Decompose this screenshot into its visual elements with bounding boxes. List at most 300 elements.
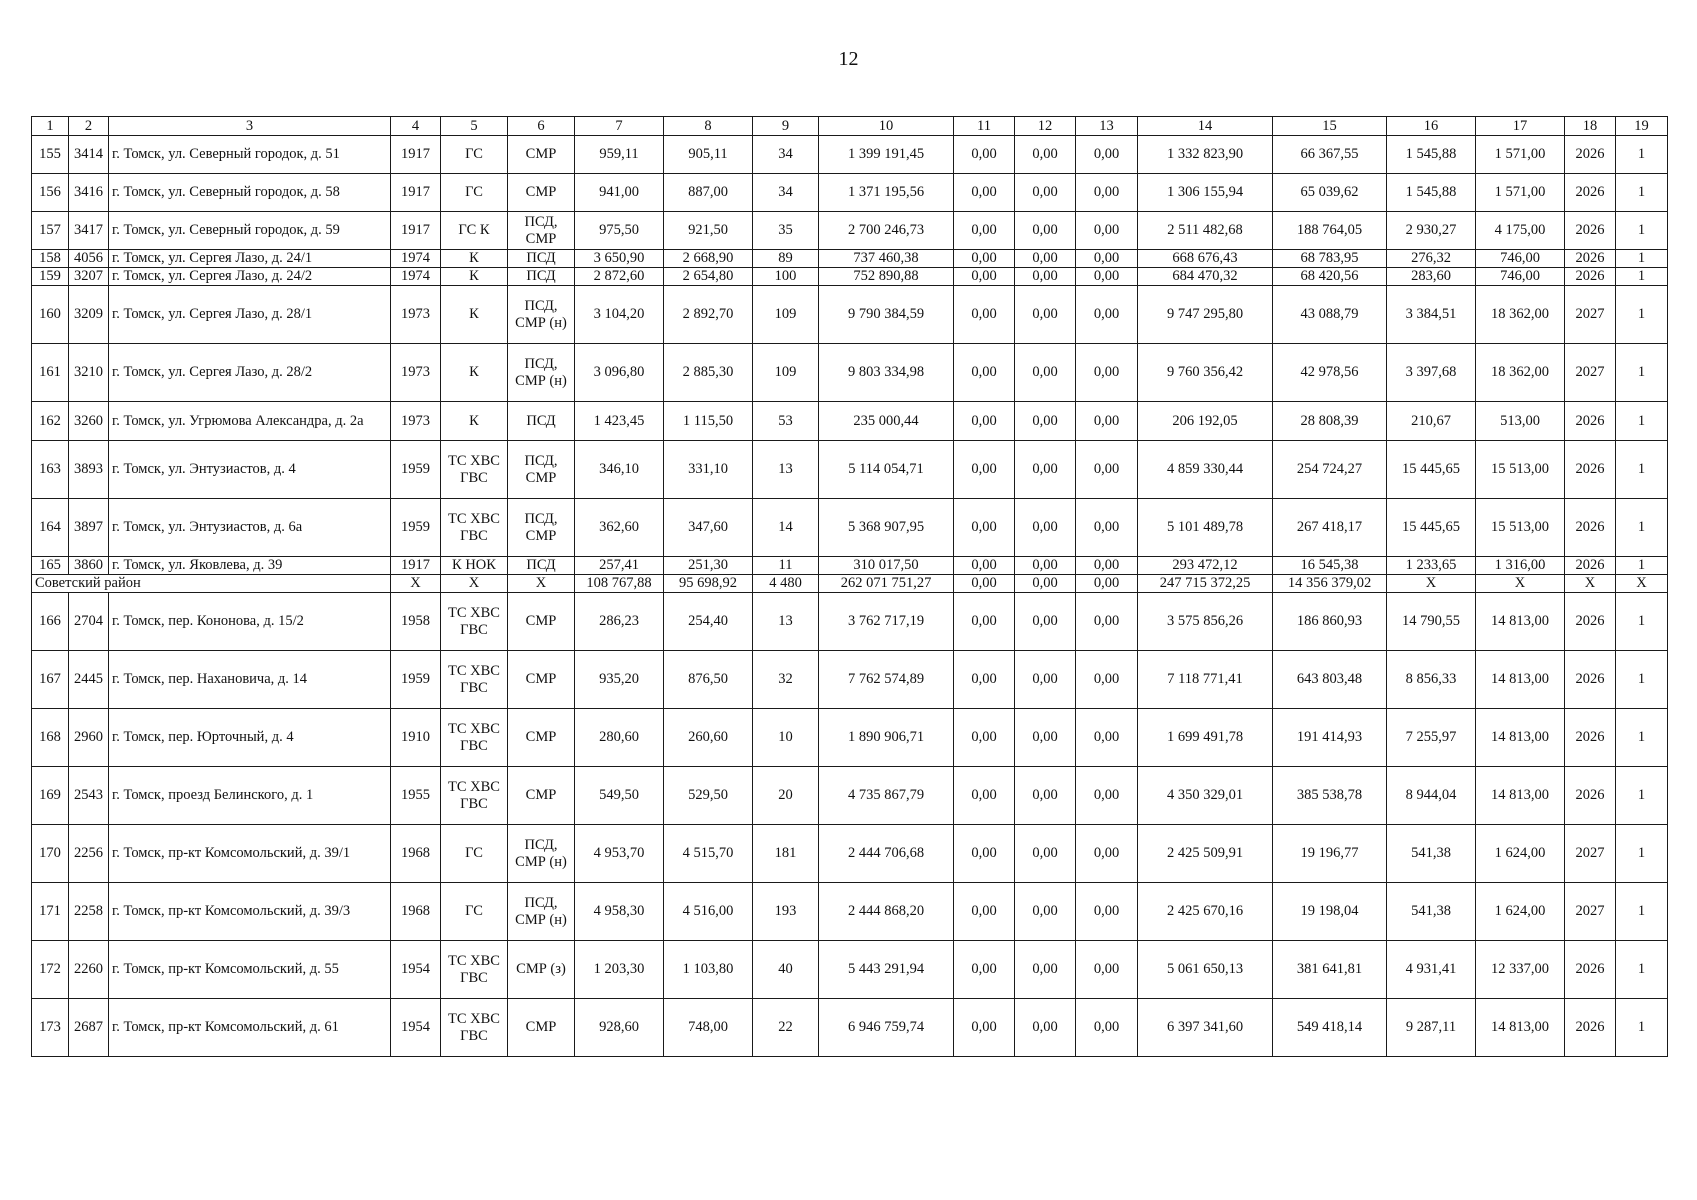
- total-area-cell: 4 953,70: [575, 825, 664, 883]
- col-17-cell: 4 175,00: [1476, 212, 1565, 250]
- work-type-cell: ПСД, СМР (н): [508, 883, 575, 941]
- col-17-cell: 1 571,00: [1476, 136, 1565, 174]
- col-11-cell: 0,00: [954, 883, 1015, 941]
- total-area-cell: 3 104,20: [575, 286, 664, 344]
- housing-register-table: [31, 116, 1668, 1057]
- table-body: [32, 117, 1668, 1057]
- col-13-cell: 0,00: [1076, 250, 1138, 268]
- col-17-cell: 18 362,00: [1476, 344, 1565, 402]
- residents-cell: 13: [753, 593, 819, 651]
- systems-cell: ГС К: [441, 212, 508, 250]
- total-area-cell: 1 203,30: [575, 941, 664, 999]
- year-built-cell: 1954: [391, 999, 441, 1057]
- residents-cell: 35: [753, 212, 819, 250]
- header-cell: 13: [1076, 117, 1138, 136]
- work-type-cell: СМР: [508, 709, 575, 767]
- col-17-cell: 1 571,00: [1476, 174, 1565, 212]
- col-13-cell: 0,00: [1076, 557, 1138, 575]
- year-planned-cell: 2026: [1565, 268, 1616, 286]
- year-planned-cell: 2027: [1565, 883, 1616, 941]
- table-row: [32, 441, 1668, 499]
- header-cell: 17: [1476, 117, 1565, 136]
- row-number-cell: 171: [32, 883, 69, 941]
- col-16-cell: 3 384,51: [1387, 286, 1476, 344]
- house-id-cell: 3209: [69, 286, 109, 344]
- address-cell: г. Томск, ул. Угрюмова Александра, д. 2а: [109, 402, 391, 441]
- residents-cell: 20: [753, 767, 819, 825]
- systems-cell: ТС ХВС ГВС: [441, 709, 508, 767]
- year-planned-cell: 2027: [1565, 344, 1616, 402]
- district-total-cell: 247 715 372,25: [1138, 575, 1273, 593]
- living-area-cell: 876,50: [664, 651, 753, 709]
- header-cell: 5: [441, 117, 508, 136]
- systems-cell: ТС ХВС ГВС: [441, 499, 508, 557]
- col-19-cell: 1: [1616, 709, 1668, 767]
- col-11-cell: 0,00: [954, 651, 1015, 709]
- page-number: 12: [838, 48, 859, 70]
- col-11-cell: 0,00: [954, 212, 1015, 250]
- col-19-cell: 1: [1616, 174, 1668, 212]
- house-id-cell: 2445: [69, 651, 109, 709]
- col-12-cell: 0,00: [1015, 709, 1076, 767]
- house-id-cell: 4056: [69, 250, 109, 268]
- row-number-cell: 168: [32, 709, 69, 767]
- col-17-cell: 14 813,00: [1476, 593, 1565, 651]
- col-19-cell: 1: [1616, 651, 1668, 709]
- col-17-cell: 18 362,00: [1476, 286, 1565, 344]
- col-17-cell: 15 513,00: [1476, 499, 1565, 557]
- col-16-cell: 9 287,11: [1387, 999, 1476, 1057]
- total-cost-cell: 5 443 291,94: [819, 941, 954, 999]
- address-cell: г. Томск, пер. Кононова, д. 15/2: [109, 593, 391, 651]
- district-total-cell: X: [508, 575, 575, 593]
- year-built-cell: 1917: [391, 136, 441, 174]
- work-type-cell: ПСД, СМР: [508, 499, 575, 557]
- residents-cell: 11: [753, 557, 819, 575]
- col-16-cell: 15 445,65: [1387, 441, 1476, 499]
- year-built-cell: 1917: [391, 557, 441, 575]
- residents-cell: 193: [753, 883, 819, 941]
- house-id-cell: 3893: [69, 441, 109, 499]
- col-16-cell: 3 397,68: [1387, 344, 1476, 402]
- year-planned-cell: 2026: [1565, 593, 1616, 651]
- col-16-cell: 1 545,88: [1387, 136, 1476, 174]
- col-14-cell: 5 061 650,13: [1138, 941, 1273, 999]
- col-12-cell: 0,00: [1015, 441, 1076, 499]
- col-19-cell: 1: [1616, 212, 1668, 250]
- col-13-cell: 0,00: [1076, 709, 1138, 767]
- year-planned-cell: 2026: [1565, 999, 1616, 1057]
- work-type-cell: СМР: [508, 767, 575, 825]
- work-type-cell: ПСД, СМР (н): [508, 825, 575, 883]
- address-cell: г. Томск, пр-кт Комсомольский, д. 55: [109, 941, 391, 999]
- living-area-cell: 260,60: [664, 709, 753, 767]
- col-17-cell: 12 337,00: [1476, 941, 1565, 999]
- col-19-cell: 1: [1616, 344, 1668, 402]
- year-built-cell: 1955: [391, 767, 441, 825]
- total-cost-cell: 9 790 384,59: [819, 286, 954, 344]
- total-area-cell: 941,00: [575, 174, 664, 212]
- work-type-cell: СМР (з): [508, 941, 575, 999]
- row-number-cell: 172: [32, 941, 69, 999]
- total-area-cell: 346,10: [575, 441, 664, 499]
- col-17-cell: 1 624,00: [1476, 825, 1565, 883]
- table-row: [32, 709, 1668, 767]
- systems-cell: К НОК: [441, 557, 508, 575]
- year-planned-cell: 2026: [1565, 499, 1616, 557]
- house-id-cell: 3210: [69, 344, 109, 402]
- header-cell: 3: [109, 117, 391, 136]
- col-12-cell: 0,00: [1015, 402, 1076, 441]
- header-cell: 7: [575, 117, 664, 136]
- col-13-cell: 0,00: [1076, 212, 1138, 250]
- col-14-cell: 3 575 856,26: [1138, 593, 1273, 651]
- total-area-cell: 549,50: [575, 767, 664, 825]
- col-11-cell: 0,00: [954, 250, 1015, 268]
- row-number-cell: 173: [32, 999, 69, 1057]
- year-built-cell: 1958: [391, 593, 441, 651]
- col-12-cell: 0,00: [1015, 651, 1076, 709]
- col-11-cell: 0,00: [954, 344, 1015, 402]
- table-row: [32, 402, 1668, 441]
- header-cell: 19: [1616, 117, 1668, 136]
- residents-cell: 109: [753, 286, 819, 344]
- col-14-cell: 4 350 329,01: [1138, 767, 1273, 825]
- table-row: [32, 767, 1668, 825]
- table-row: [32, 941, 1668, 999]
- systems-cell: ГС: [441, 825, 508, 883]
- col-17-cell: 1 316,00: [1476, 557, 1565, 575]
- living-area-cell: 921,50: [664, 212, 753, 250]
- col-16-cell: 2 930,27: [1387, 212, 1476, 250]
- systems-cell: К: [441, 268, 508, 286]
- col-16-cell: 541,38: [1387, 825, 1476, 883]
- address-cell: г. Томск, ул. Северный городок, д. 58: [109, 174, 391, 212]
- residents-cell: 14: [753, 499, 819, 557]
- work-type-cell: ПСД: [508, 268, 575, 286]
- district-total-cell: X: [1387, 575, 1476, 593]
- total-area-cell: 280,60: [575, 709, 664, 767]
- year-built-cell: 1917: [391, 174, 441, 212]
- residents-cell: 109: [753, 344, 819, 402]
- total-cost-cell: 4 735 867,79: [819, 767, 954, 825]
- col-12-cell: 0,00: [1015, 212, 1076, 250]
- address-cell: г. Томск, ул. Энтузиастов, д. 4: [109, 441, 391, 499]
- work-type-cell: ПСД, СМР: [508, 441, 575, 499]
- house-id-cell: 3897: [69, 499, 109, 557]
- col-16-cell: 14 790,55: [1387, 593, 1476, 651]
- work-type-cell: ПСД: [508, 250, 575, 268]
- col-11-cell: 0,00: [954, 174, 1015, 212]
- col-17-cell: 14 813,00: [1476, 767, 1565, 825]
- col-14-cell: 206 192,05: [1138, 402, 1273, 441]
- col-12-cell: 0,00: [1015, 499, 1076, 557]
- residents-cell: 181: [753, 825, 819, 883]
- house-id-cell: 2960: [69, 709, 109, 767]
- col-12-cell: 0,00: [1015, 593, 1076, 651]
- work-type-cell: ПСД, СМР (н): [508, 344, 575, 402]
- house-id-cell: 2260: [69, 941, 109, 999]
- header-cell: 2: [69, 117, 109, 136]
- total-cost-cell: 3 762 717,19: [819, 593, 954, 651]
- total-area-cell: 1 423,45: [575, 402, 664, 441]
- systems-cell: ТС ХВС ГВС: [441, 999, 508, 1057]
- address-cell: г. Томск, пер. Нахановича, д. 14: [109, 651, 391, 709]
- col-14-cell: 6 397 341,60: [1138, 999, 1273, 1057]
- column-number-header: [32, 117, 1668, 136]
- residents-cell: 34: [753, 174, 819, 212]
- col-13-cell: 0,00: [1076, 136, 1138, 174]
- col-19-cell: 1: [1616, 825, 1668, 883]
- col-13-cell: 0,00: [1076, 344, 1138, 402]
- total-cost-cell: 310 017,50: [819, 557, 954, 575]
- house-id-cell: 2704: [69, 593, 109, 651]
- col-19-cell: 1: [1616, 441, 1668, 499]
- col-14-cell: 2 511 482,68: [1138, 212, 1273, 250]
- residents-cell: 13: [753, 441, 819, 499]
- total-cost-cell: 737 460,38: [819, 250, 954, 268]
- address-cell: г. Томск, ул. Сергея Лазо, д. 28/1: [109, 286, 391, 344]
- total-cost-cell: 1 399 191,45: [819, 136, 954, 174]
- header-cell: 16: [1387, 117, 1476, 136]
- year-planned-cell: 2027: [1565, 286, 1616, 344]
- total-cost-cell: 9 803 334,98: [819, 344, 954, 402]
- col-19-cell: 1: [1616, 268, 1668, 286]
- col-11-cell: 0,00: [954, 593, 1015, 651]
- living-area-cell: 2 654,80: [664, 268, 753, 286]
- living-area-cell: 2 892,70: [664, 286, 753, 344]
- row-number-cell: 161: [32, 344, 69, 402]
- living-area-cell: 905,11: [664, 136, 753, 174]
- col-11-cell: 0,00: [954, 825, 1015, 883]
- living-area-cell: 529,50: [664, 767, 753, 825]
- col-13-cell: 0,00: [1076, 883, 1138, 941]
- total-cost-cell: 2 444 706,68: [819, 825, 954, 883]
- col-13-cell: 0,00: [1076, 174, 1138, 212]
- header-cell: 12: [1015, 117, 1076, 136]
- col-11-cell: 0,00: [954, 999, 1015, 1057]
- col-12-cell: 0,00: [1015, 825, 1076, 883]
- district-total-cell: X: [1565, 575, 1616, 593]
- col-19-cell: 1: [1616, 286, 1668, 344]
- work-type-cell: ПСД, СМР (н): [508, 286, 575, 344]
- col-11-cell: 0,00: [954, 402, 1015, 441]
- work-type-cell: СМР: [508, 999, 575, 1057]
- col-16-cell: 15 445,65: [1387, 499, 1476, 557]
- col-15-cell: 19 198,04: [1273, 883, 1387, 941]
- col-17-cell: 15 513,00: [1476, 441, 1565, 499]
- header-cell: 4: [391, 117, 441, 136]
- systems-cell: К: [441, 250, 508, 268]
- header-cell: 14: [1138, 117, 1273, 136]
- row-number-cell: 159: [32, 268, 69, 286]
- col-11-cell: 0,00: [954, 286, 1015, 344]
- col-13-cell: 0,00: [1076, 941, 1138, 999]
- district-total-cell: X: [1616, 575, 1668, 593]
- col-13-cell: 0,00: [1076, 767, 1138, 825]
- district-total-row: [32, 575, 1668, 593]
- district-total-cell: 95 698,92: [664, 575, 753, 593]
- header-cell: 10: [819, 117, 954, 136]
- total-area-cell: 935,20: [575, 651, 664, 709]
- row-number-cell: 156: [32, 174, 69, 212]
- work-type-cell: СМР: [508, 136, 575, 174]
- header-cell: 9: [753, 117, 819, 136]
- house-id-cell: 3860: [69, 557, 109, 575]
- col-12-cell: 0,00: [1015, 941, 1076, 999]
- living-area-cell: 887,00: [664, 174, 753, 212]
- col-15-cell: 549 418,14: [1273, 999, 1387, 1057]
- residents-cell: 40: [753, 941, 819, 999]
- col-17-cell: 1 624,00: [1476, 883, 1565, 941]
- col-19-cell: 1: [1616, 941, 1668, 999]
- table-row: [32, 212, 1668, 250]
- col-16-cell: 4 931,41: [1387, 941, 1476, 999]
- year-built-cell: 1910: [391, 709, 441, 767]
- year-built-cell: 1973: [391, 344, 441, 402]
- systems-cell: К: [441, 344, 508, 402]
- col-15-cell: 186 860,93: [1273, 593, 1387, 651]
- residents-cell: 10: [753, 709, 819, 767]
- year-planned-cell: 2026: [1565, 557, 1616, 575]
- col-14-cell: 9 747 295,80: [1138, 286, 1273, 344]
- systems-cell: ТС ХВС ГВС: [441, 593, 508, 651]
- living-area-cell: 1 103,80: [664, 941, 753, 999]
- col-16-cell: 541,38: [1387, 883, 1476, 941]
- col-19-cell: 1: [1616, 557, 1668, 575]
- district-total-cell: 0,00: [1015, 575, 1076, 593]
- col-11-cell: 0,00: [954, 941, 1015, 999]
- col-17-cell: 14 813,00: [1476, 999, 1565, 1057]
- district-total-cell: X: [391, 575, 441, 593]
- year-built-cell: 1959: [391, 651, 441, 709]
- col-15-cell: 43 088,79: [1273, 286, 1387, 344]
- col-14-cell: 1 332 823,90: [1138, 136, 1273, 174]
- living-area-cell: 1 115,50: [664, 402, 753, 441]
- living-area-cell: 4 515,70: [664, 825, 753, 883]
- living-area-cell: 4 516,00: [664, 883, 753, 941]
- district-total-cell: X: [1476, 575, 1565, 593]
- total-area-cell: 928,60: [575, 999, 664, 1057]
- residents-cell: 89: [753, 250, 819, 268]
- total-cost-cell: 7 762 574,89: [819, 651, 954, 709]
- total-cost-cell: 6 946 759,74: [819, 999, 954, 1057]
- systems-cell: ГС: [441, 883, 508, 941]
- row-number-cell: 162: [32, 402, 69, 441]
- col-19-cell: 1: [1616, 402, 1668, 441]
- col-12-cell: 0,00: [1015, 174, 1076, 212]
- col-14-cell: 2 425 509,91: [1138, 825, 1273, 883]
- col-14-cell: 2 425 670,16: [1138, 883, 1273, 941]
- col-14-cell: 4 859 330,44: [1138, 441, 1273, 499]
- work-type-cell: ПСД, СМР: [508, 212, 575, 250]
- col-16-cell: 210,67: [1387, 402, 1476, 441]
- col-11-cell: 0,00: [954, 268, 1015, 286]
- address-cell: г. Томск, пр-кт Комсомольский, д. 39/1: [109, 825, 391, 883]
- col-12-cell: 0,00: [1015, 999, 1076, 1057]
- residents-cell: 32: [753, 651, 819, 709]
- col-16-cell: 7 255,97: [1387, 709, 1476, 767]
- table-row: [32, 499, 1668, 557]
- table-row: [32, 174, 1668, 212]
- living-area-cell: 2 885,30: [664, 344, 753, 402]
- header-cell: 6: [508, 117, 575, 136]
- col-17-cell: 513,00: [1476, 402, 1565, 441]
- col-15-cell: 28 808,39: [1273, 402, 1387, 441]
- living-area-cell: 748,00: [664, 999, 753, 1057]
- district-total-cell: 108 767,88: [575, 575, 664, 593]
- total-cost-cell: 5 114 054,71: [819, 441, 954, 499]
- district-total-cell: X: [441, 575, 508, 593]
- district-total-cell: 14 356 379,02: [1273, 575, 1387, 593]
- house-id-cell: 3414: [69, 136, 109, 174]
- address-cell: г. Томск, ул. Сергея Лазо, д. 24/2: [109, 268, 391, 286]
- col-14-cell: 9 760 356,42: [1138, 344, 1273, 402]
- total-area-cell: 286,23: [575, 593, 664, 651]
- col-16-cell: 276,32: [1387, 250, 1476, 268]
- table-row: [32, 651, 1668, 709]
- systems-cell: ГС: [441, 174, 508, 212]
- table-row: [32, 344, 1668, 402]
- total-area-cell: 2 872,60: [575, 268, 664, 286]
- col-11-cell: 0,00: [954, 709, 1015, 767]
- house-id-cell: 2258: [69, 883, 109, 941]
- year-planned-cell: 2026: [1565, 441, 1616, 499]
- col-17-cell: 746,00: [1476, 250, 1565, 268]
- table-row: [32, 250, 1668, 268]
- col-13-cell: 0,00: [1076, 651, 1138, 709]
- work-type-cell: СМР: [508, 174, 575, 212]
- col-15-cell: 188 764,05: [1273, 212, 1387, 250]
- col-15-cell: 191 414,93: [1273, 709, 1387, 767]
- total-cost-cell: 752 890,88: [819, 268, 954, 286]
- systems-cell: ГС: [441, 136, 508, 174]
- address-cell: г. Томск, ул. Энтузиастов, д. 6а: [109, 499, 391, 557]
- total-area-cell: 3 650,90: [575, 250, 664, 268]
- header-cell: 11: [954, 117, 1015, 136]
- header-cell: 18: [1565, 117, 1616, 136]
- living-area-cell: 331,10: [664, 441, 753, 499]
- table-row: [32, 999, 1668, 1057]
- house-id-cell: 2543: [69, 767, 109, 825]
- table-row: [32, 286, 1668, 344]
- address-cell: г. Томск, ул. Сергея Лазо, д. 28/2: [109, 344, 391, 402]
- district-name: Советский район: [32, 575, 391, 593]
- col-16-cell: 1 233,65: [1387, 557, 1476, 575]
- col-12-cell: 0,00: [1015, 344, 1076, 402]
- work-type-cell: ПСД: [508, 557, 575, 575]
- year-built-cell: 1917: [391, 212, 441, 250]
- col-12-cell: 0,00: [1015, 557, 1076, 575]
- residents-cell: 53: [753, 402, 819, 441]
- year-built-cell: 1954: [391, 941, 441, 999]
- col-15-cell: 267 418,17: [1273, 499, 1387, 557]
- col-14-cell: 293 472,12: [1138, 557, 1273, 575]
- district-total-cell: 4 480: [753, 575, 819, 593]
- col-16-cell: 8 856,33: [1387, 651, 1476, 709]
- residents-cell: 34: [753, 136, 819, 174]
- address-cell: г. Томск, пр-кт Комсомольский, д. 39/3: [109, 883, 391, 941]
- col-19-cell: 1: [1616, 136, 1668, 174]
- house-id-cell: 3416: [69, 174, 109, 212]
- total-area-cell: 362,60: [575, 499, 664, 557]
- table-row: [32, 136, 1668, 174]
- address-cell: г. Томск, проезд Белинского, д. 1: [109, 767, 391, 825]
- address-cell: г. Томск, ул. Сергея Лазо, д. 24/1: [109, 250, 391, 268]
- year-built-cell: 1974: [391, 268, 441, 286]
- year-planned-cell: 2026: [1565, 941, 1616, 999]
- col-11-cell: 0,00: [954, 499, 1015, 557]
